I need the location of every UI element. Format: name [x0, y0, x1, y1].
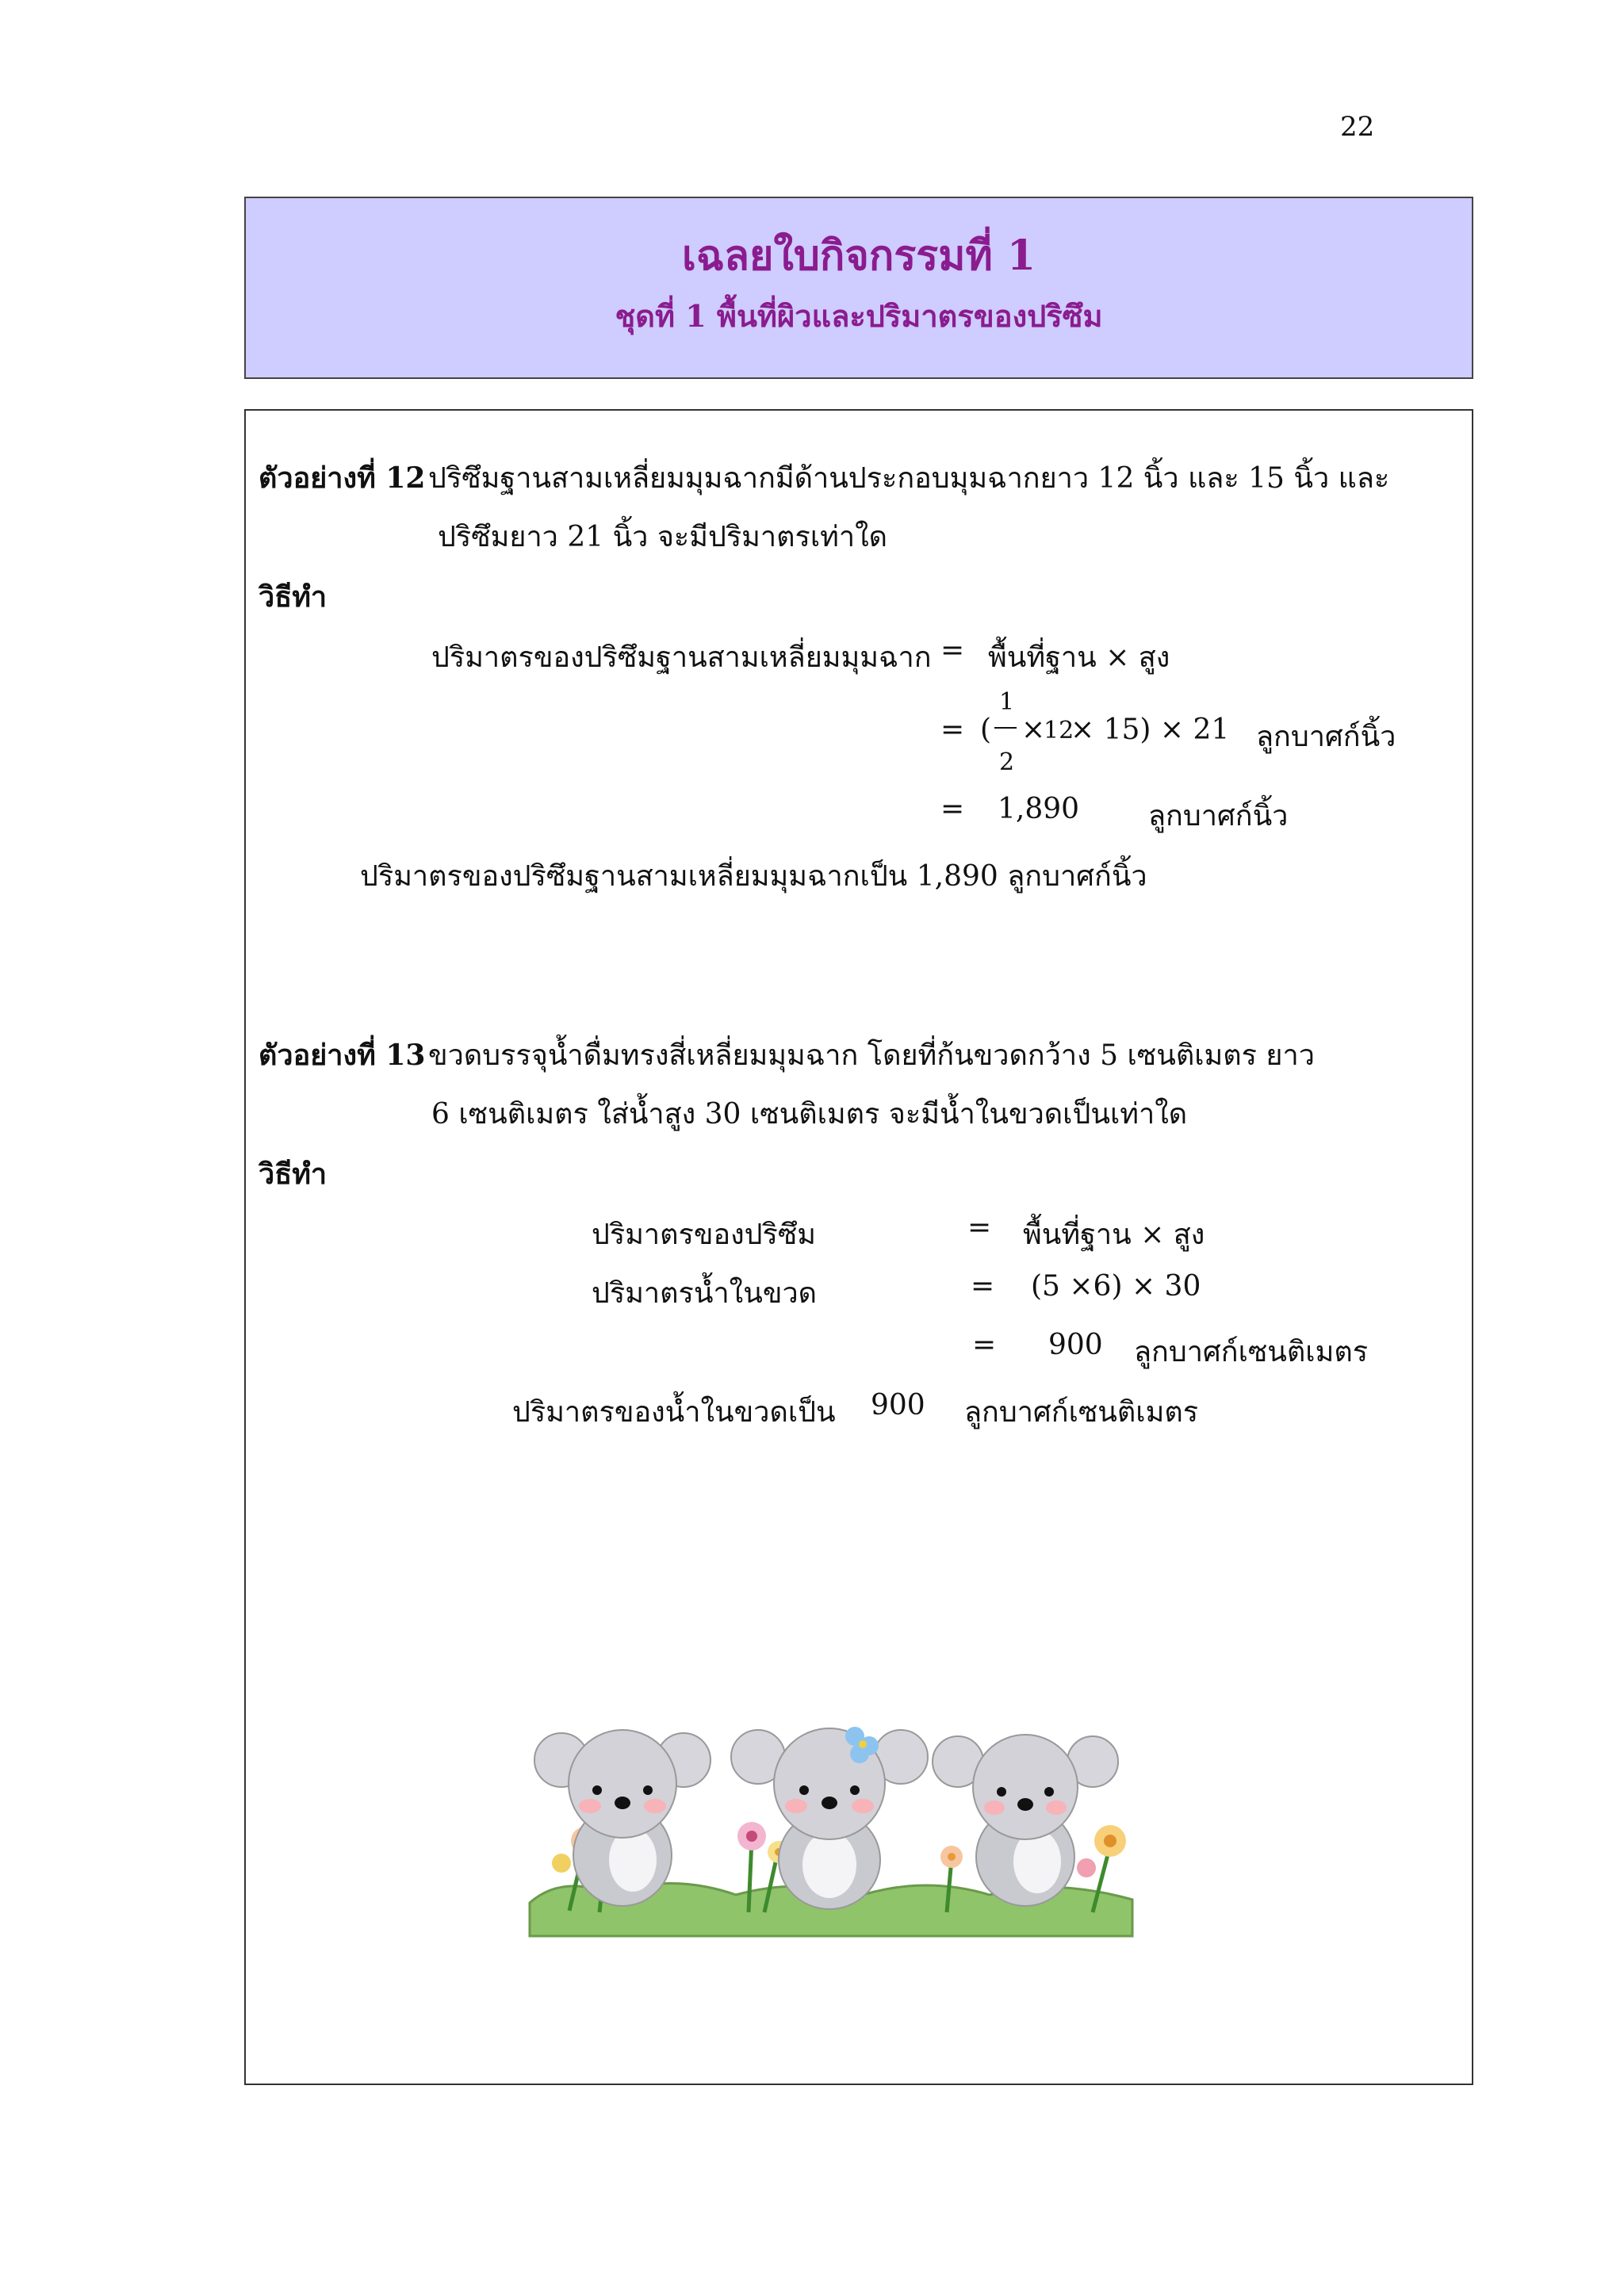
example-13-eq2-right: (5 ×6) × 30	[1031, 1270, 1201, 1303]
example-13-question-line2: 6 เซนติเมตร ใส่น้ำสูง 30 เซนติเมตร จะมีน้ำในขวดเป็นเท่าใด	[431, 1098, 1188, 1131]
example-12-method-label: วิธีทำ	[259, 580, 327, 614]
example-12-eq2-sign: =	[940, 714, 965, 746]
example-13-eq3-unit: ลูกบาศก์เซนติเมตร	[1134, 1336, 1369, 1368]
example-12-eq3-unit: ลูกบาศก์นิ้ว	[1148, 800, 1289, 832]
example-13-eq1-left: ปริมาตรของปริซึม	[592, 1219, 817, 1251]
example-12-label: ตัวอย่างที่ 12	[259, 461, 426, 495]
fraction-denominator: 2	[999, 748, 1015, 776]
example-12-question-line1: ปริซึมฐานสามเหลี่ยมมุมฉากมีด้านประกอบมุมฉากยาว 12 นิ้ว และ 15 นิ้ว และ	[428, 462, 1390, 495]
fraction-numerator: 1	[999, 688, 1015, 716]
example-13-method-label: วิธีทำ	[259, 1158, 327, 1191]
example-12-eq2-unit: ลูกบาศก์นิ้ว	[1256, 721, 1396, 753]
example-12-eq3-value: 1,890	[998, 793, 1080, 825]
example-12-answer: ปริมาตรของปริซึมฐานสามเหลี่ยมมุมฉากเป็น 1,890 ลูกบาศก์นิ้ว	[360, 860, 1147, 893]
koala-bear-icon	[534, 1730, 710, 1906]
example-12-eq2-rest: × 15) × 21	[1071, 714, 1230, 746]
example-12-question-line2: ปริซึมยาว 21 นิ้ว จะมีปริมาตรเท่าใด	[438, 521, 888, 553]
example-12-eq2-small-number: 12	[1044, 717, 1074, 744]
answer-key-header	[244, 197, 1473, 379]
example-13-eq2-sign: =	[971, 1270, 995, 1303]
koala-bears-illustration	[514, 1705, 1148, 1942]
example-13-eq1-right: พื้นที่ฐาน × สูง	[1023, 1219, 1205, 1251]
example-13-label: ตัวอย่างที่ 13	[259, 1039, 426, 1072]
example-13-question-line1: ขวดบรรจุน้ำดื่มทรงสี่เหลี่ยมมุมฉาก โดยที่ก้นขวดกว้าง 5 เซนติเมตร ยาว	[428, 1039, 1315, 1072]
example-12-eq3-sign: =	[940, 793, 965, 825]
example-12-eq1-left: ปริมาตรของปริซึมฐานสามเหลี่ยมมุมฉาก	[431, 641, 932, 674]
example-12-eq2-times: ×	[1021, 714, 1046, 746]
header-title: เฉลยใบกิจกรรมที่ 1	[681, 232, 1036, 280]
example-12-eq2-open-paren: (	[980, 714, 992, 746]
example-12-eq1-right: พื้นที่ฐาน × สูง	[988, 641, 1170, 674]
example-13-eq2-left: ปริมาตรน้ำในขวด	[592, 1277, 818, 1310]
example-13-answer-value: 900	[871, 1389, 925, 1422]
koala-bear-icon	[731, 1727, 928, 1909]
page-number: 22	[1340, 111, 1375, 143]
fraction-bar	[994, 726, 1018, 729]
example-12-eq1-sign: =	[940, 634, 965, 667]
example-13-eq3-value: 900	[1048, 1329, 1103, 1361]
koala-bear-icon	[933, 1735, 1118, 1906]
example-13-eq3-sign: =	[972, 1329, 997, 1361]
example-13-eq1-sign: =	[967, 1211, 992, 1244]
example-13-answer-text: ปริมาตรของน้ำในขวดเป็น	[512, 1396, 836, 1429]
header-subtitle: ชุดที่ 1 พื้นที่ผิวและปริมาตรของปริซึม	[615, 298, 1103, 334]
example-13-answer-unit: ลูกบาศก์เซนติเมตร	[964, 1396, 1199, 1429]
